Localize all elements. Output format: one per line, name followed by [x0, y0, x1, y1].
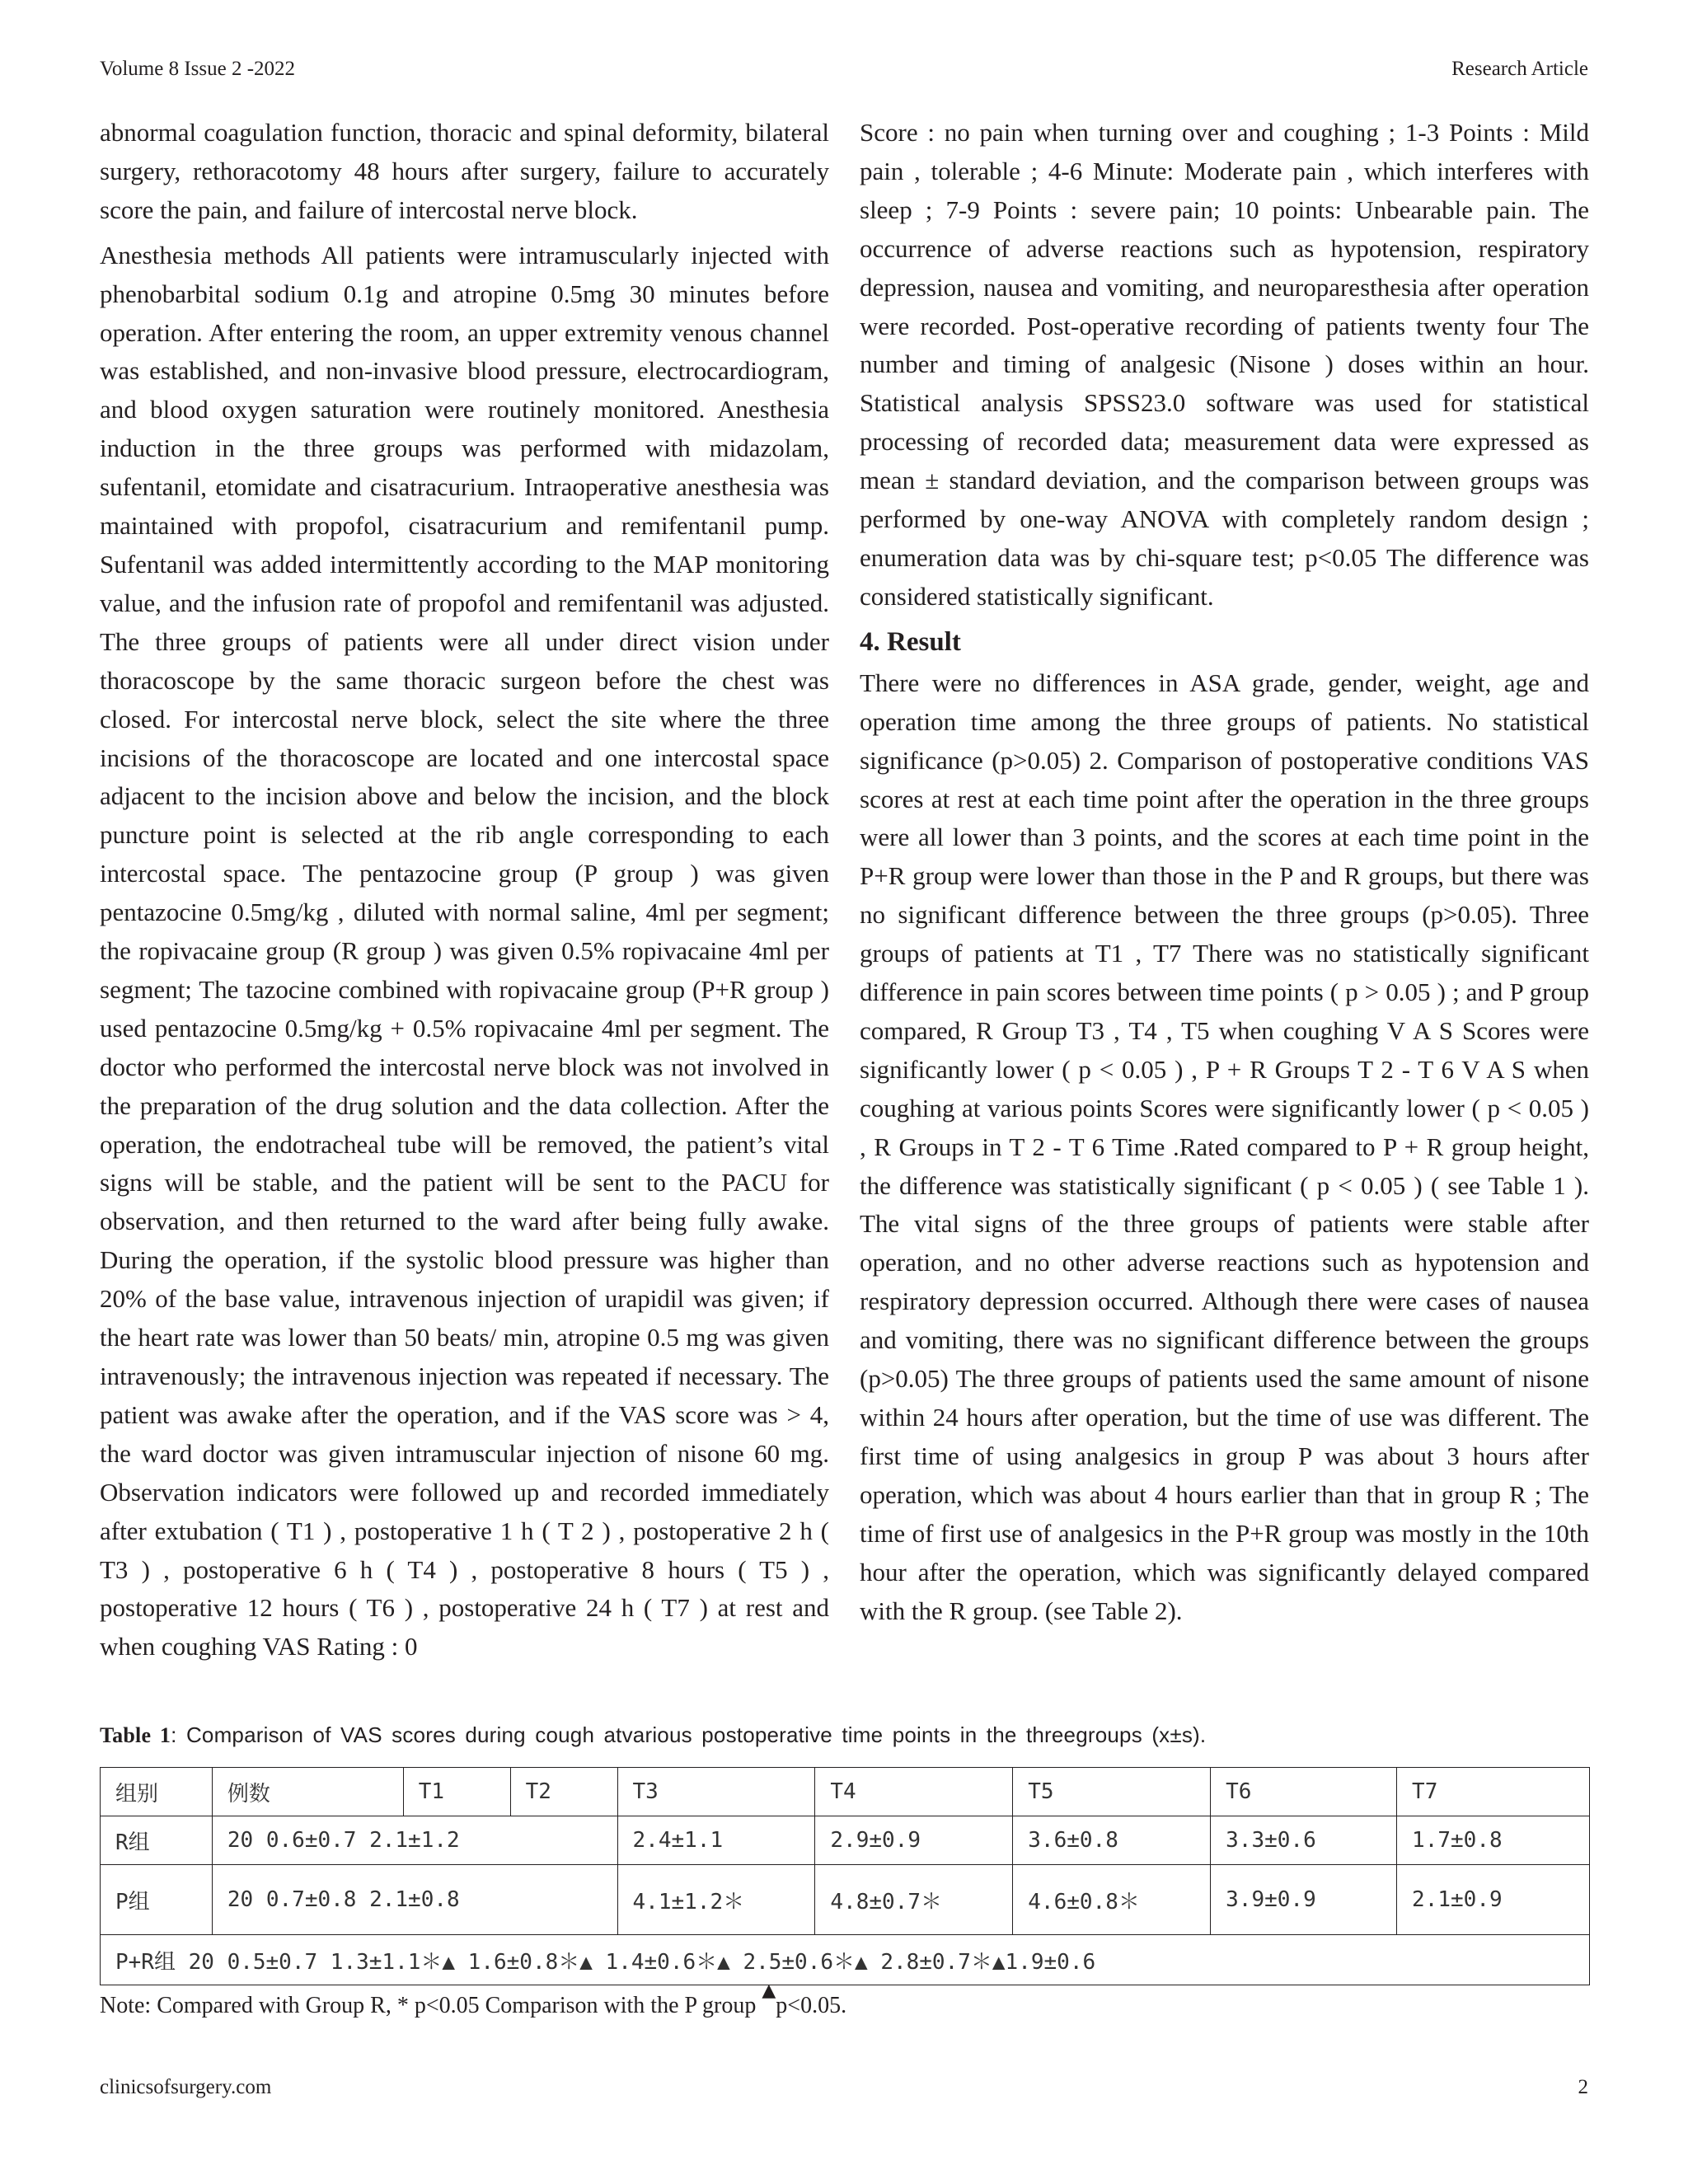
table-cell: 20 0.6±0.7 2.1±1.2 [212, 1816, 617, 1865]
table-cell: 3.9±0.9 [1211, 1865, 1397, 1935]
table-caption-text: : Comparison of VAS scores during cough atvarious postoperative time points in the threegroups (x±s). [171, 1722, 1207, 1747]
header-cell: T4 [815, 1768, 1013, 1816]
table-cell: 3.6±0.8 [1013, 1816, 1211, 1865]
header-cell: 例数 [212, 1768, 403, 1816]
paragraph: Score : no pain when turning over and coughing ; 1-3 Points : Mild pain , tolerable ; 4-6 Minute: Moderate pain , which interferes with sleep ; 7-9 Points : severe pain; 10 points: Unbearable pain. The occurrence of adverse reactions such as hypotension, respiratory depression, nausea and vomiting, and neuroparesthesia after operation were recorded. Post-operative recording of patients twenty four The number and timing of analgesic (Nisone ) doses within an hour. Statistical analysis SPSS23.0 software was used for statistical processing of recorded data; measurement data were expressed as mean ± standard deviation, and the comparison between groups was performed by one-way ANOVA with completely random design ; enumeration data was by chi-square test; p<0.05 The difference was considered statistically significant. [860, 118, 1589, 611]
paragraph: abnormal coagulation function, thoracic and spinal deformity, bilateral surgery, rethoracotomy 48 hours after surgery, failure to accurately score the pain, and failure of intercostal nerve block. [100, 118, 829, 224]
table-cell: 3.3±0.6 [1211, 1816, 1397, 1865]
table-cell: 2.1±0.9 [1397, 1865, 1590, 1935]
right-column [860, 114, 1589, 1637]
page-number: 2 [1578, 2076, 1588, 2098]
vas-table [100, 1767, 1590, 1985]
header-cell: T3 [617, 1768, 815, 1816]
table-cell: 2.9±0.9 [815, 1816, 1013, 1865]
header-cell: T6 [1211, 1768, 1397, 1816]
table-cell: P组 [101, 1865, 213, 1935]
triangle-icon: ▲ [762, 1980, 776, 2001]
header-cell: 组别 [101, 1768, 213, 1816]
table-cell: R组 [101, 1816, 213, 1865]
article-type: Research Article [1451, 58, 1588, 80]
table-row [101, 1816, 1590, 1865]
table-cell: 1.7±0.8 [1397, 1816, 1590, 1865]
table-row [101, 1935, 1590, 1985]
table-cell: P+R组 20 0.5±0.7 1.3±1.1＊▲ 1.6±0.8＊▲ 1.4±0.6＊▲ 2.5±0.6＊▲ 2.8±0.7＊▲1.9±0.6 [101, 1935, 1590, 1985]
table-caption [100, 1722, 1590, 1748]
note-text-end: p<0.05. [776, 1993, 847, 2018]
table-cell: 20 0.7±0.8 2.1±0.8 [212, 1865, 617, 1935]
table-cell: 4.1±1.2＊ [617, 1865, 815, 1935]
table-header-row [101, 1768, 1590, 1816]
table-row [101, 1865, 1590, 1935]
section-heading: 4. Result [860, 626, 961, 657]
footer-website: clinicsofsurgery.com [100, 2076, 272, 2098]
left-column [100, 114, 829, 1673]
table-note [100, 1980, 847, 2019]
journal-volume: Volume 8 Issue 2 -2022 [100, 58, 296, 80]
table-cell: 4.6±0.8＊ [1013, 1865, 1211, 1935]
table-cell: 4.8±0.7＊ [815, 1865, 1013, 1935]
header-cell: T5 [1013, 1768, 1211, 1816]
paragraph: Anesthesia methods All patients were intramuscularly injected with phenobarbital sodium 0.1g and atropine 0.5mg 30 minutes before operation. After entering the room, an upper extremity venous channel was established, and non-invasive blood pressure, electrocardiogram, and blood oxygen saturation were routinely monitored. Anesthesia induction in the three groups was performed with midazolam, sufentanil, etomidate and cisatracurium. Intraoperative anesthesia was maintained with propofol, cisatracurium and remifentanil pump. Sufentanil was added intermittently according to the MAP monitoring value, and the infusion rate of propofol and remifentanil was adjusted. The three groups of patients were all under direct vision under thoracoscope by the same thoracic surgeon before the chest was closed. For intercostal nerve block, select the site where the three incisions of the thoracoscope are located and one intercostal space adjacent to the incision above and below the incision, and the block puncture point is selected at the rib angle corresponding to each intercostal space. The pentazocine group (P group ) was given pentazocine 0.5mg/kg , diluted with normal saline, 4ml per segment; the ropivacaine group (R group ) was given 0.5% ropivacaine 4ml per segment; The tazocine combined with ropivacaine group (P+R group ) used pentazocine 0.5mg/kg + 0.5% ropivacaine 4ml per segment. The doctor who performed the intercostal nerve block was not involved in the preparation of the drug solution and the data collection. After the operation, the endotracheal tube will be removed, the patient’s vital signs will be stable, and the patient will be sent to the PACU for observation, and then returned to the ward after being fully awake. During the operation, if the systolic blood pressure was higher than 20% of the base value, intravenous injection of urapidil was given; if the heart rate was lower than 50 beats/ min, atropine 0.5 mg was given intravenously; the intravenous injection was repeated if necessary. The patient was awake after the operation, and if the VAS score was > 4, the ward doctor was given intramuscular injection of nisone 60 mg. Observation indicators were followed up and recorded immediately after extubation ( T1 ) , postoperative 1 h ( T 2 ) , postoperative 2 h ( T3 ) , postoperative 6 h ( T4 ) , postoperative 8 hours ( T5 ) , postoperative 12 hours ( T6 ) , postoperative 24 h ( T7 ) at rest and when coughing VAS Rating : 0 [100, 240, 829, 1661]
header-cell: T2 [510, 1768, 617, 1816]
note-text: Note: Compared with Group R, * p<0.05 Comparison with the P group [100, 1993, 762, 2018]
header-cell: T7 [1397, 1768, 1590, 1816]
header-cell: T1 [403, 1768, 510, 1816]
table-cell: 2.4±1.1 [617, 1816, 815, 1865]
paragraph: There were no differences in ASA grade, gender, weight, age and operation time among the three groups of patients. No statistical significance (p>0.05) 2. Comparison of postoperative conditions VAS scores at rest at each time point after the operation in the three groups were all lower than 3 points, and the scores at each time point in the P+R group were lower than those in the P and R groups, but there was no significant difference between the three groups (p>0.05). Three groups of patients at T1 , T7 There was no statistically significant difference in pain scores between time points ( p > 0.05 ) ; and P group compared, R Group T3 , T4 , T5 when coughing V A S Scores were significantly lower ( p < 0.05 ) , P + R Groups T 2 - T 6 V A S when coughing at various points Scores were significantly lower ( p < 0.05 ) , R Groups in T 2 - T 6 Time .Rated compared to P + R group height, the difference was statistically significant ( p < 0.05 ) ( see Table 1 ). The vital signs of the three groups of patients were stable after operation, and no other adverse reactions such as hypotension and respiratory depression occurred. Although there were cases of nausea and vomiting, there was no significant difference between the groups (p>0.05) The three groups of patients used the same amount of nisone within 24 hours after operation, but the time of use was different. The first time of using analgesics in group P was about 3 hours after operation, which was about 4 hours earlier than that in group R ; The time of first use of analgesics in the P+R group was mostly in the 10th hour after the operation, which was significantly delayed compared with the R group. (see Table 2). [860, 668, 1589, 1625]
table-label: Table 1 [100, 1723, 171, 1747]
